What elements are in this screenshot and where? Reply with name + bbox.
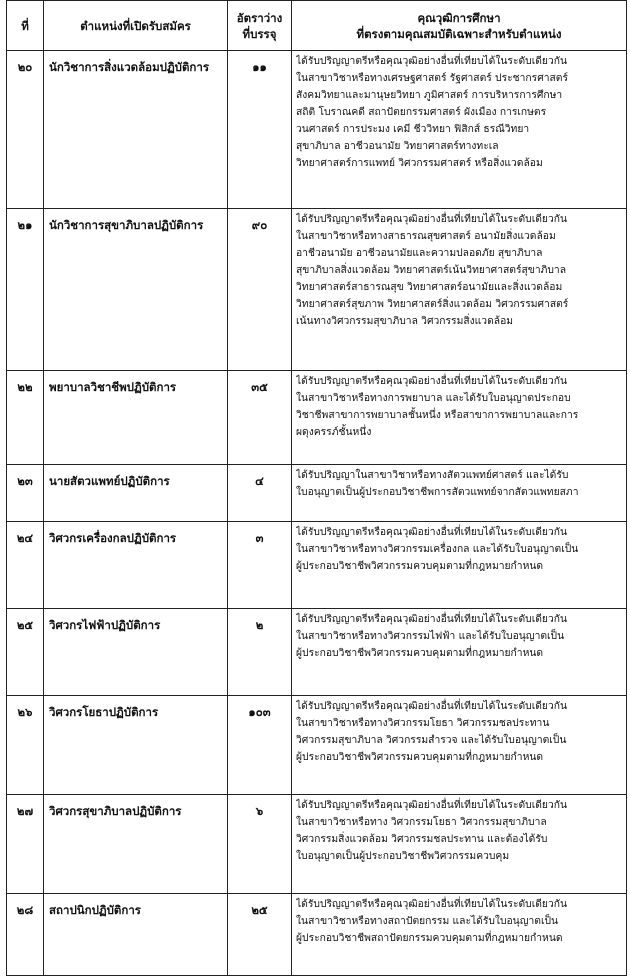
qualification-line: อาชีวอนามัย อาชีวอนามัยและความปลอดภัย สุขาภิบาล xyxy=(296,247,543,259)
qualification-line: ได้รับปริญญาตรีหรือคุณวุฒิอย่างอื่นที่เทียบได้ในระดับเดียวกัน xyxy=(296,898,567,910)
qualification-cell xyxy=(292,522,627,609)
qualification-line: วิทยาศาสตร์การแพทย์ วิศวกรรมศาสตร์ หรือสิ่งแวดล้อม xyxy=(296,157,543,169)
qualification-line: สังคมวิทยาและมานุษยวิทยา ภูมิศาสตร์ การบริหารการศึกษา xyxy=(296,89,563,101)
qualification-line: เน้นทางวิศวกรรมสุขาภิบาล วิศวกรรมสิ่งแวดล้อม xyxy=(296,315,514,327)
qualification-cell xyxy=(292,371,627,465)
qualification-line: ในสาขาวิชาหรือทาง วิศวกรรมโยธา วิศวกรรมสุขาภิบาล xyxy=(296,816,547,828)
table-row xyxy=(7,465,627,522)
qualification-line: ได้รับปริญญาตรีหรือคุณวุฒิอย่างอื่นที่เทียบได้ในระดับเดียวกัน xyxy=(296,375,567,387)
vacancy-count: ๑๐๓ xyxy=(228,696,292,795)
qualification-line: วิทยาศาสตร์สุขภาพ วิทยาศาสตร์สิ่งแวดล้อม วิศวกรรมศาสตร์ xyxy=(296,298,569,310)
row-number: ๒๓ xyxy=(7,465,44,522)
qualification-line: ผู้ประกอบวิชาชีพวิศวกรรมควบคุมตามที่กฎหมายกำหนด xyxy=(296,560,544,572)
table-row xyxy=(7,371,627,465)
qualification-line: ในสาขาวิชาหรือทางวิศวกรรมโยธา วิศวกรรมชลประทาน xyxy=(296,717,550,729)
row-number: ๒๘ xyxy=(7,894,44,976)
position-name: วิศวกรไฟฟ้าปฏิบัติการ xyxy=(44,609,228,696)
qualification-line: ในสาขาวิชาหรือทางเศรษฐศาสตร์ รัฐศาสตร์ ประชากรศาสตร์ xyxy=(296,72,569,84)
table-row xyxy=(7,609,627,696)
vacancy-count: ๓ xyxy=(228,522,292,609)
qualification-line: วิชาชีพสาขาการพยาบาลชั้นหนึ่ง หรือสาขาการพยาบาลและการ xyxy=(296,409,579,421)
row-number: ๒๐ xyxy=(7,51,44,209)
qualification-line: ใบอนุญาตเป็นผู้ประกอบวิชาชีพการสัตวแพทย์จากสัตวแพทยสภา xyxy=(296,486,579,498)
position-name: นักวิชาการสุขาภิบาลปฏิบัติการ xyxy=(44,209,228,371)
qualification-line: ได้รับปริญญาตรีหรือคุณวุฒิอย่างอื่นที่เทียบได้ในระดับเดียวกัน xyxy=(296,613,567,625)
header-qual-line2: ที่ตรงตามคุณสมบัติเฉพาะสำหรับตำแหน่ง xyxy=(356,26,562,41)
header-no: ที่ xyxy=(7,1,44,51)
row-number: ๒๑ xyxy=(7,209,44,371)
qualification-line: ได้รับปริญญาตรีหรือคุณวุฒิอย่างอื่นที่เทียบได้ในระดับเดียวกัน xyxy=(296,213,567,225)
row-number: ๒๒ xyxy=(7,371,44,465)
qualification-line: ในสาขาวิชาหรือทางสาธารณสุขศาสตร์ อนามัยสิ่งแวดล้อม xyxy=(296,230,556,242)
position-name: นายสัตวแพทย์ปฏิบัติการ xyxy=(44,465,228,522)
qualification-line: วนศาสตร์ การประมง เคมี ชีววิทยา ฟิสิกส์ ธรณีวิทยา xyxy=(296,123,530,135)
qualification-line: ได้รับปริญญาตรีหรือคุณวุฒิอย่างอื่นที่เทียบได้ในระดับเดียวกัน xyxy=(296,55,567,67)
position-name: วิศวกรสุขาภิบาลปฏิบัติการ xyxy=(44,795,228,894)
position-name: วิศวกรเครื่องกลปฏิบัติการ xyxy=(44,522,228,609)
table-row xyxy=(7,795,627,894)
qualification-line: วิศวกรรมสุขาภิบาล วิศวกรรมสำรวจ และได้รับใบอนุญาตเป็น xyxy=(296,734,567,746)
row-number: ๒๖ xyxy=(7,696,44,795)
qualification-line: ในสาขาวิชาหรือทางการพยาบาล และได้รับใบอนุญาตประกอบ xyxy=(296,392,571,404)
qualification-line: ผู้ประกอบวิชาชีพวิศวกรรมควบคุมตามที่กฎหมายกำหนด xyxy=(296,751,544,763)
header-qual-line1: คุณวุฒิการศึกษา xyxy=(417,10,501,25)
table-body xyxy=(7,51,627,976)
position-name: พยาบาลวิชาชีพปฏิบัติการ xyxy=(44,371,228,465)
qualification-line: วิศวกรรมสิ่งแวดล้อม วิศวกรรมชลประทาน และต้องได้รับ xyxy=(296,833,548,845)
qualification-line: สถิติ โบราณคดี สถาปัตยกรรมศาสตร์ ผังเมือง การเกษตร xyxy=(296,106,547,118)
qualification-line: ผู้ประกอบวิชาชีพสถาปัตยกรรมควบคุมตามที่กฎหมายกำหนด xyxy=(296,932,563,944)
position-name: วิศวกรโยธาปฏิบัติการ xyxy=(44,696,228,795)
qualification-cell xyxy=(292,465,627,522)
table-row xyxy=(7,894,627,976)
qualification-cell xyxy=(292,894,627,976)
qualification-line: สุขาภิบาล อาชีวอนามัย วิทยาศาสตร์ทางทะเล xyxy=(296,140,499,152)
vacancy-count: ๒๕ xyxy=(228,894,292,976)
qualification-line: ผู้ประกอบวิชาชีพวิศวกรรมควบคุมตามที่กฎหมายกำหนด xyxy=(296,647,544,659)
position-name: สถาปนิกปฏิบัติการ xyxy=(44,894,228,976)
position-name: นักวิชาการสิ่งแวดล้อมปฏิบัติการ xyxy=(44,51,228,209)
row-number: ๒๔ xyxy=(7,522,44,609)
header-qualification xyxy=(292,1,627,51)
table-header-row xyxy=(7,1,627,51)
qualification-line: ได้รับปริญญาตรีหรือคุณวุฒิอย่างอื่นที่เทียบได้ในระดับเดียวกัน xyxy=(296,526,567,538)
table-row xyxy=(7,696,627,795)
row-number: ๒๕ xyxy=(7,609,44,696)
qualification-line: ผดุงครรภ์ชั้นหนึ่ง xyxy=(296,426,372,438)
vacancy-count: ๑๑ xyxy=(228,51,292,209)
header-count-line1: อัตราว่าง xyxy=(236,10,283,25)
qualification-line: ในสาขาวิชาหรือทางวิศวกรรมเครื่องกล และได้รับใบอนุญาตเป็น xyxy=(296,543,579,555)
vacancy-count: ๔ xyxy=(228,465,292,522)
qualification-line: สุขาภิบาลสิ่งแวดล้อม วิทยาศาสตร์เน้นวิทยาศาสตร์สุขาภิบาล xyxy=(296,264,567,276)
qualification-line: ได้รับปริญญาในสาขาวิชาหรือทางสัตวแพทย์ศาสตร์ และได้รับ xyxy=(296,469,569,481)
header-position: ตำแหน่งที่เปิดรับสมัคร xyxy=(44,1,228,51)
vacancy-count: ๒ xyxy=(228,609,292,696)
qualification-cell xyxy=(292,209,627,371)
table-row xyxy=(7,209,627,371)
qualification-line: ใบอนุญาตเป็นผู้ประกอบวิชาชีพวิศวกรรมควบคุม xyxy=(296,850,510,862)
vacancy-count: ๙๐ xyxy=(228,209,292,371)
qualification-line: ได้รับปริญญาตรีหรือคุณวุฒิอย่างอื่นที่เทียบได้ในระดับเดียวกัน xyxy=(296,700,567,712)
qualification-line: ในสาขาวิชาหรือทางสถาปัตยกรรม และได้รับใบอนุญาตเป็น xyxy=(296,915,559,927)
header-count-line2: ที่บรรจุ xyxy=(242,26,277,41)
table-row xyxy=(7,522,627,609)
qualification-cell xyxy=(292,696,627,795)
qualification-line: ในสาขาวิชาหรือทางวิศวกรรมไฟฟ้า และได้รับใบอนุญาตเป็น xyxy=(296,630,565,642)
positions-table xyxy=(6,0,627,976)
qualification-cell xyxy=(292,795,627,894)
vacancy-count: ๓๕ xyxy=(228,371,292,465)
qualification-line: วิทยาศาสตร์สาธารณสุข วิทยาศาสตร์อนามัยและสิ่งแวดล้อม xyxy=(296,281,563,293)
qualification-cell xyxy=(292,609,627,696)
header-count xyxy=(228,1,292,51)
qualification-cell xyxy=(292,51,627,209)
table-row xyxy=(7,51,627,209)
row-number: ๒๗ xyxy=(7,795,44,894)
qualification-line: ได้รับปริญญาตรีหรือคุณวุฒิอย่างอื่นที่เทียบได้ในระดับเดียวกัน xyxy=(296,799,567,811)
vacancy-count: ๖ xyxy=(228,795,292,894)
